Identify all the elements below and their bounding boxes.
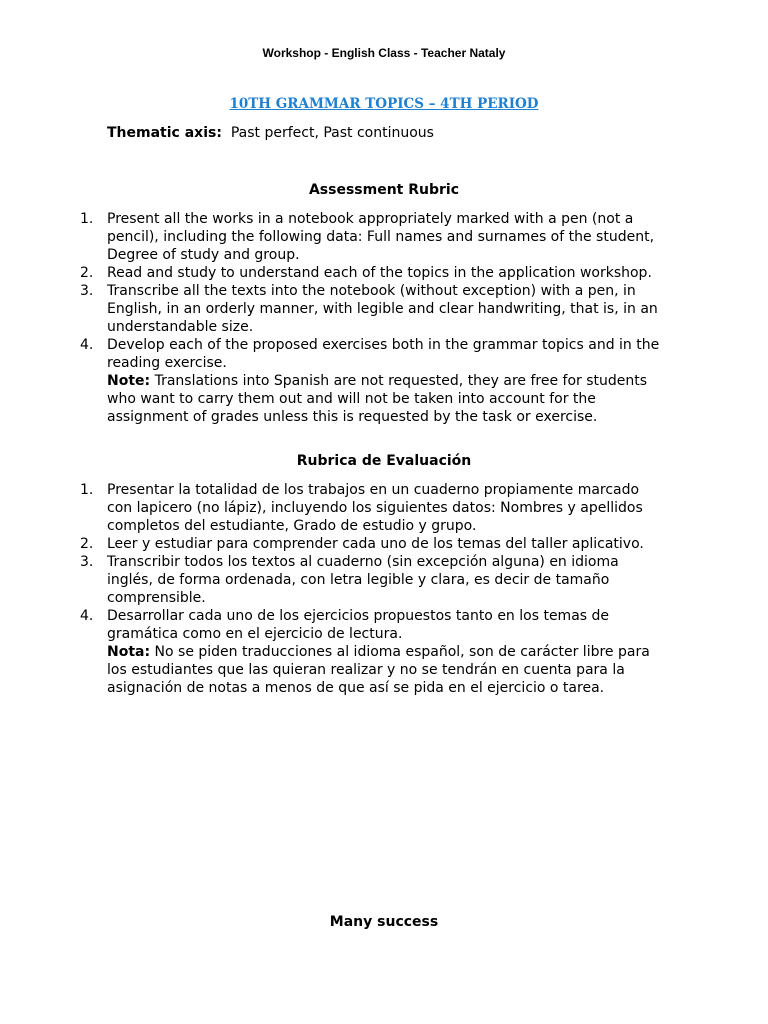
list-item <box>80 210 660 264</box>
list-item-text: Read and study to understand each of the topics in the application workshop. <box>107 265 652 281</box>
list-item-text: Leer y estudiar para comprender cada uno de los temas del taller aplicativo. <box>107 536 644 552</box>
list-item <box>80 607 660 697</box>
thematic-axis-label: Thematic axis: <box>107 125 222 141</box>
list-item-number: 4. <box>80 608 94 624</box>
list-item-number: 3. <box>80 554 94 570</box>
document-header: Workshop - English Class - Teacher Nataly <box>262 46 506 60</box>
rubrica-evaluacion-list <box>80 481 660 697</box>
list-item-number: 4. <box>80 337 94 353</box>
list-item-text: Desarrollar cada uno de los ejercicios propuestos tanto en los temas de gramática como en el ejercicio de lectura. <box>107 608 610 642</box>
note-label: Nota: <box>107 644 151 660</box>
assessment-rubric-list <box>80 210 660 426</box>
thematic-axis-value: Past perfect, Past continuous <box>230 125 434 141</box>
list-item-number: 3. <box>80 283 94 299</box>
list-item <box>80 264 660 282</box>
list-item <box>80 282 660 336</box>
list-item-number: 2. <box>80 265 94 281</box>
list-item-number: 2. <box>80 536 94 552</box>
list-item-text: Present all the works in a notebook appropriately marked with a pen (not a pencil), including the following data: Full names and surnames of the student, Degree of study and group. <box>107 211 655 263</box>
list-item-text: Transcribir todos los textos al cuaderno (sin excepción alguna) en idioma inglés, de forma ordenada, con letra legible y clara, es decir de tamaño comprensible. <box>107 554 619 606</box>
assessment-rubric-heading: Assessment Rubric <box>308 182 460 198</box>
document-title: 10TH GRAMMAR TOPICS – 4TH PERIOD <box>229 96 539 112</box>
thematic-axis <box>107 125 434 141</box>
list-item-text: Develop each of the proposed exercises both in the grammar topics and in the reading exercise. <box>107 337 660 371</box>
list-item <box>80 336 660 426</box>
rubrica-evaluacion-heading: Rubrica de Evaluación <box>296 453 472 469</box>
list-item-number: 1. <box>80 482 94 498</box>
list-item-number: 1. <box>80 211 94 227</box>
note-text: No se piden traducciones al idioma español, son de carácter libre para los estudiantes que las quieran realizar y no se tendrán en cuenta para la asignación de notas a menos de que así se pida en el ejercicio o tarea. <box>107 644 650 696</box>
list-item-text: Presentar la totalidad de los trabajos en un cuaderno propiamente marcado con lapicero (no lápiz), incluyendo los siguientes datos: Nombres y apellidos completos del estudiante, Grado de estudio y grupo. <box>107 482 643 534</box>
note-label: Note: <box>107 373 151 389</box>
list-item <box>80 481 660 535</box>
closing-text: Many success <box>329 914 439 930</box>
list-item <box>80 553 660 607</box>
list-item-text: Transcribe all the texts into the notebook (without exception) with a pen, in English, in an orderly manner, with legible and clear handwriting, that is, in an understandable size. <box>107 283 658 335</box>
list-item <box>80 535 660 553</box>
note-text: Translations into Spanish are not requested, they are free for students who want to carry them out and will not be taken into account for the assignment of grades unless this is requested by the task or exercise. <box>107 373 648 425</box>
